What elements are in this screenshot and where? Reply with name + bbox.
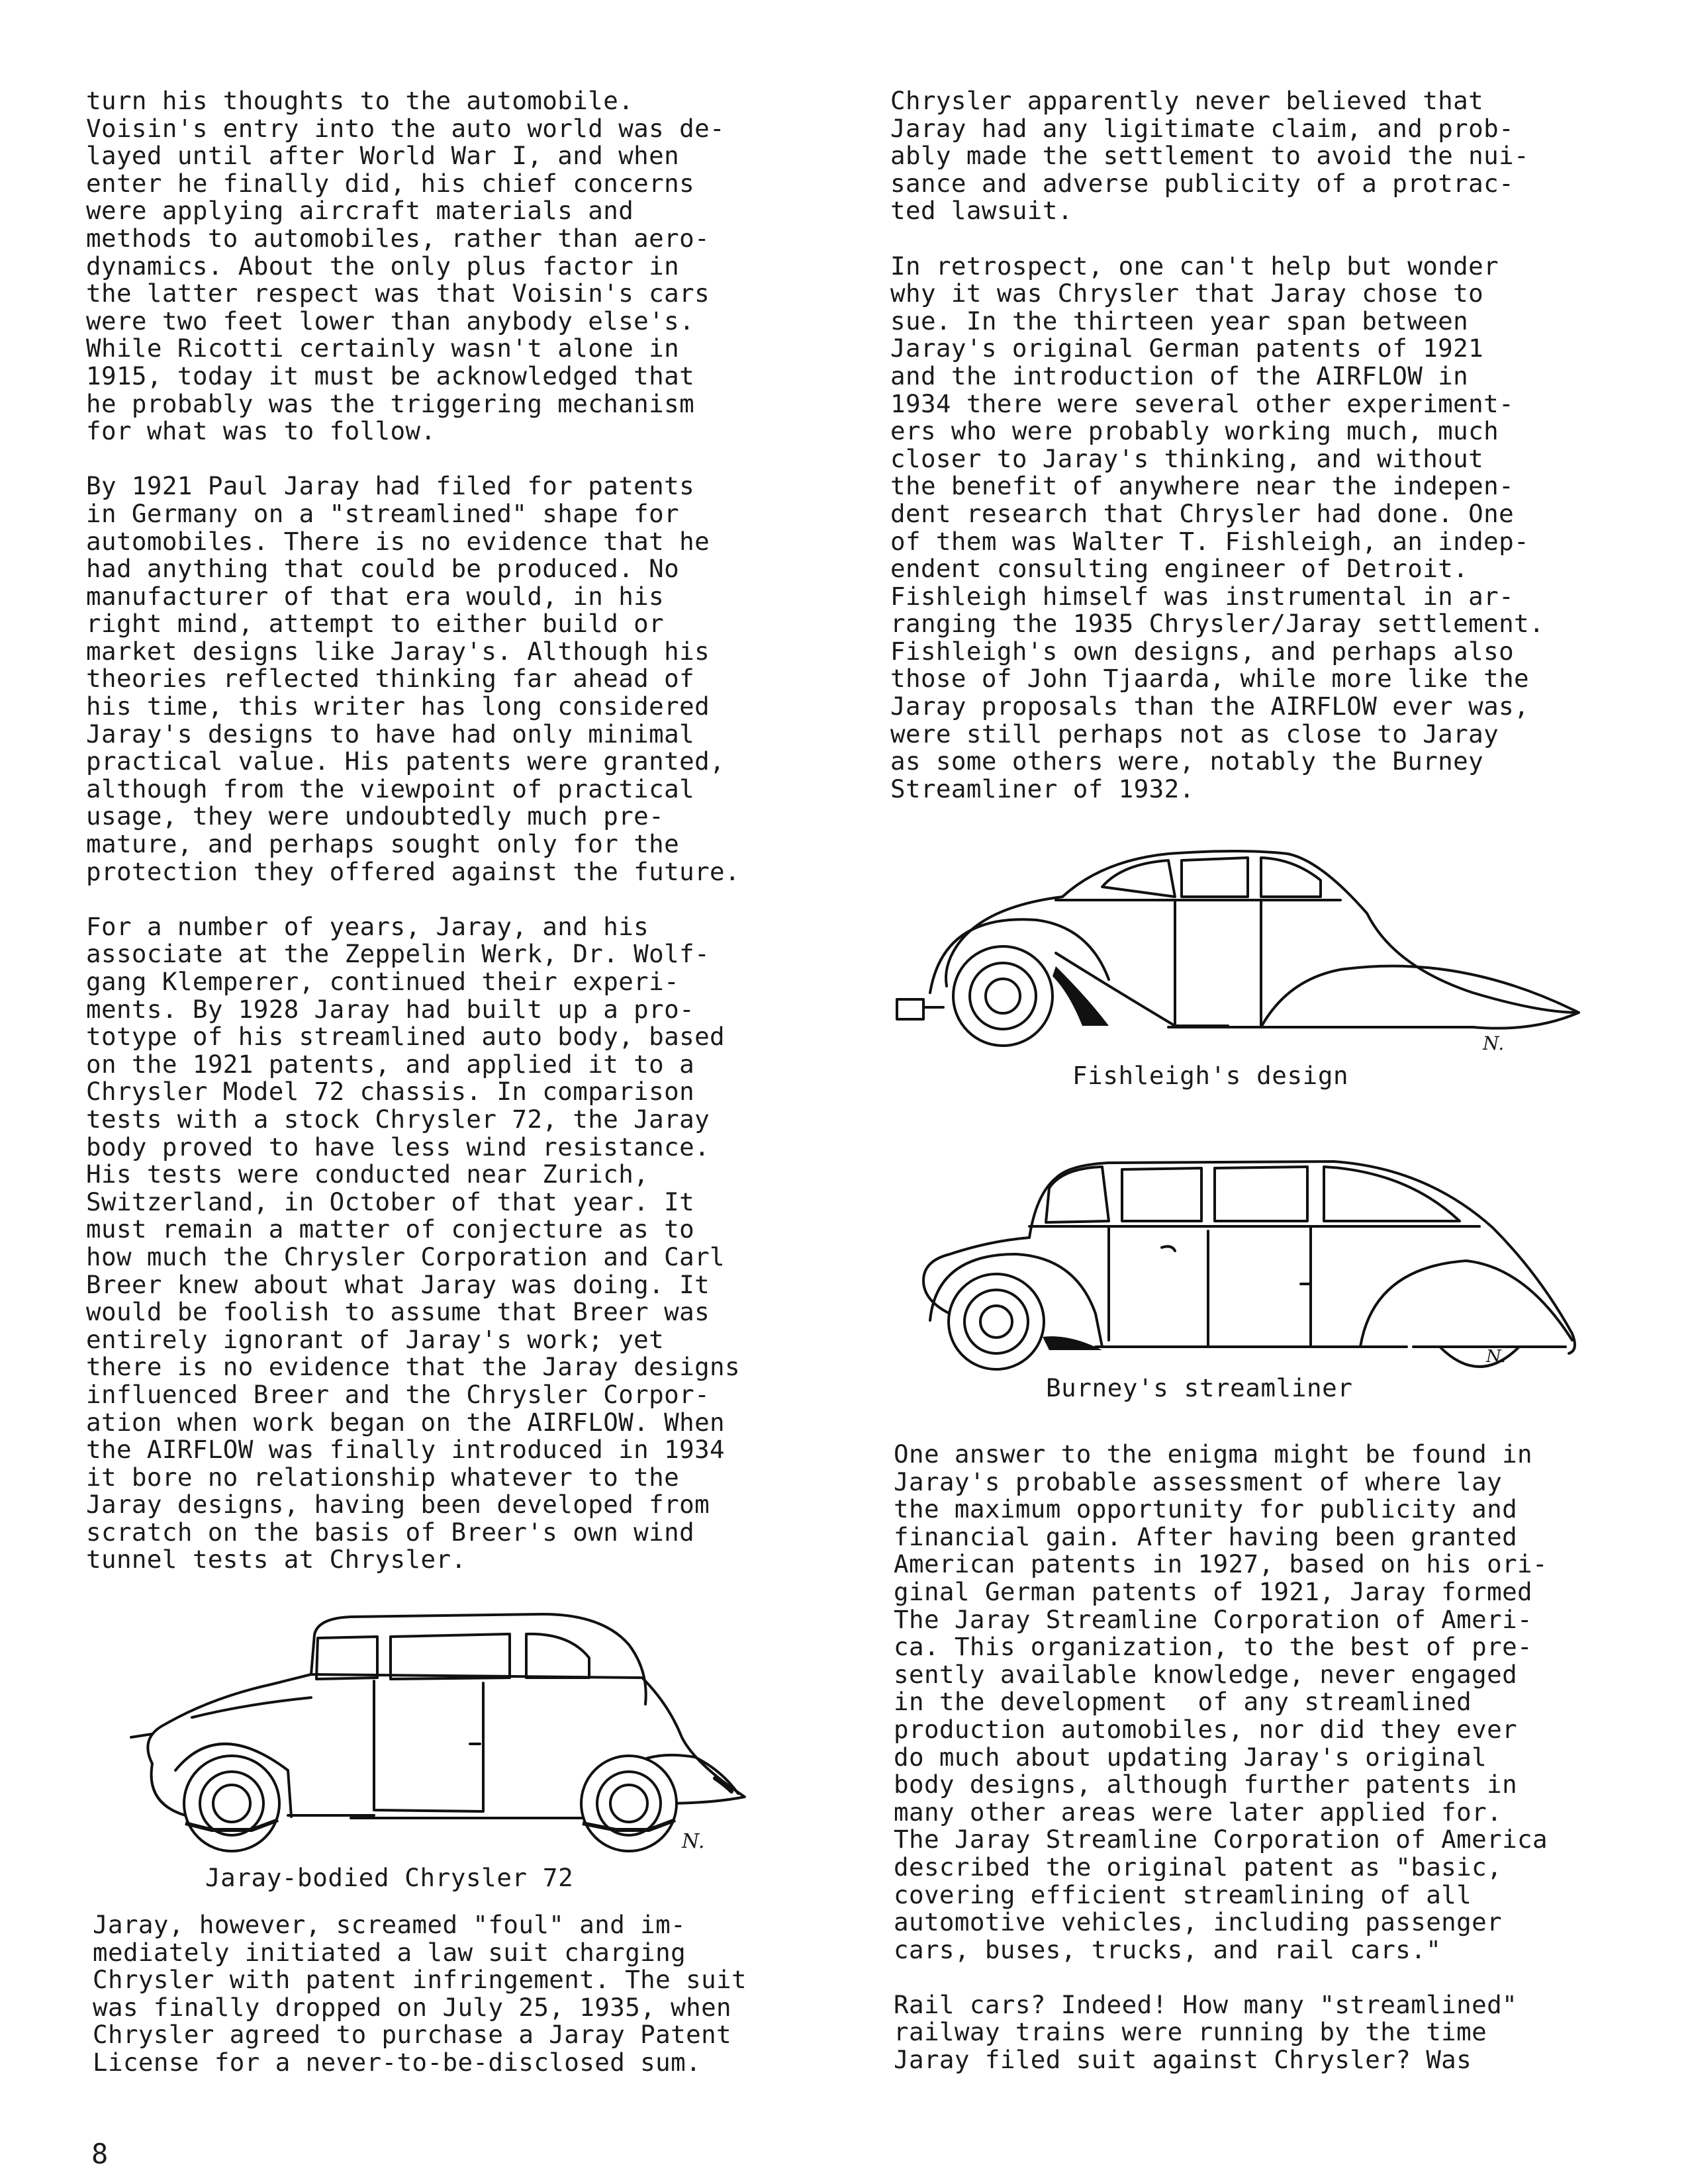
text-line: his time, this writer has long considered (86, 692, 710, 721)
text-line: Jaray proposals than the AIRFLOW ever was, (890, 692, 1530, 721)
text-line: many other areas were later applied for. (894, 1797, 1503, 1827)
text-line: was finally dropped on July 25, 1935, when (93, 1992, 732, 2022)
text-line: turn his thoughts to the automobile. (86, 86, 634, 115)
paragraph-gap (894, 1964, 1635, 1991)
text-line: License for a never-to-be-disclosed sum. (93, 2047, 702, 2077)
text-line: were applying aircraft materials and (86, 196, 634, 226)
text-line: 1934 there were several other experiment- (890, 388, 1515, 418)
text-line: endent consulting engineer of Detroit. (890, 554, 1469, 584)
text-line: why it was Chrysler that Jaray chose to (890, 279, 1484, 308)
text-line: were two feet lower than anybody else's. (86, 306, 695, 336)
text-line: entirely ignorant of Jaray's work; yet (86, 1324, 665, 1354)
text-line: he probably was the triggering mechanism (86, 388, 695, 418)
jaray-car-drawing (113, 1605, 774, 1863)
text-line: Jaray's designs to have had only minimal (86, 719, 695, 749)
text-line: closer to Jaray's thinking, and without (890, 443, 1484, 473)
fishleigh-design-illustration (890, 834, 1618, 1052)
text-line: The Jaray Streamline Corporation of America (894, 1825, 1548, 1854)
text-line: covering efficient streamlining of all (894, 1880, 1472, 1909)
text-line: layed until after World War I, and when (86, 141, 680, 171)
jaray-caption: Jaray-bodied Chrysler 72 (205, 1863, 574, 1892)
text-line: sue. In the thirteen year span between (890, 306, 1469, 336)
jaray-chrysler-illustration (113, 1605, 774, 1863)
text-line: sance and adverse publicity of a protrac- (890, 168, 1515, 198)
paragraph-gap (890, 225, 1632, 253)
text-line: would be foolish to assume that Breer was (86, 1297, 710, 1327)
text-line: Chrysler agreed to purchase a Jaray Patent (93, 2020, 732, 2050)
text-line: While Ricotti certainly wasn't alone in (86, 334, 680, 363)
text-line: methods to automobiles, rather than aero- (86, 223, 710, 253)
text-line: mature, and perhaps sought only for the (86, 829, 680, 859)
text-line: how much the Chrysler Corporation and Carl (86, 1242, 726, 1271)
fishleigh-signature: N. (1483, 1032, 1505, 1054)
text-line: Jaray's original German patents of 1921 (890, 334, 1484, 363)
text-line: practical value. His patents were granted, (86, 747, 726, 776)
text-line: financial gain. After having been granted (894, 1522, 1518, 1551)
text-line: totype of his streamlined auto body, based (86, 1022, 726, 1052)
text-line: must remain a matter of conjecture as to (86, 1214, 695, 1244)
text-line: in the development of any streamlined (894, 1687, 1472, 1717)
text-line: Switzerland, in October of that year. It (86, 1187, 695, 1216)
text-line: for what was to follow. (86, 416, 436, 446)
text-line: Jaray designs, having been developed from (86, 1490, 710, 1520)
text-line: His tests were conducted near Zurich, (86, 1160, 649, 1189)
text-line: influenced Breer and the Chrysler Corpor- (86, 1379, 710, 1409)
left-column-bottom-text (93, 1911, 834, 2077)
text-line: sently available knowledge, never engaged (894, 1659, 1518, 1689)
text-line: Breer knew about what Jaray was doing. It (86, 1269, 710, 1299)
text-line: Streamliner of 1932. (890, 774, 1195, 803)
text-line: and the introduction of the AIRFLOW in (890, 361, 1469, 390)
text-line: Fishleigh himself was instrumental in ar- (890, 581, 1515, 611)
text-line: the maximum opportunity for publicity and (894, 1494, 1518, 1524)
text-line: had anything that could be produced. No (86, 554, 680, 584)
text-line: Rail cars? Indeed! How many "streamlined" (894, 1989, 1518, 2019)
text-line: American patents in 1927, based on his ori- (894, 1549, 1548, 1579)
text-line: Chrysler Model 72 chassis. In comparison (86, 1077, 695, 1107)
text-line: tunnel tests at Chrysler. (86, 1545, 467, 1574)
right-column-bottom-text (894, 1441, 1635, 2074)
text-line: Chrysler with patent infringement. The suit (93, 1965, 747, 1995)
text-line: dent research that Chrysler had done. One (890, 498, 1515, 528)
fishleigh-caption: Fishleigh's design (1072, 1061, 1349, 1090)
text-line: usage, they were undoubtedly much pre- (86, 801, 665, 831)
text-line: railway trains were running by the time (894, 2017, 1487, 2047)
text-line: 1915, today it must be acknowledged that (86, 361, 695, 390)
text-line: associate at the Zeppelin Werk, Dr. Wolf- (86, 939, 710, 969)
text-line: mediately initiated a law suit charging (93, 1937, 686, 1967)
text-line: cars, buses, trucks, and rail cars." (894, 1934, 1442, 1964)
text-line: ranging the 1935 Chrysler/Jaray settlement. (890, 609, 1545, 639)
text-line: automotive vehicles, including passenger (894, 1907, 1503, 1937)
text-line: were still perhaps not as close to Jaray (890, 719, 1499, 749)
fishleigh-car-drawing (890, 834, 1618, 1052)
text-line: production automobiles, nor did they ever (894, 1714, 1518, 1744)
text-line: body proved to have less wind resistance. (86, 1132, 710, 1161)
text-line: gang Klemperer, continued their experi- (86, 967, 680, 996)
text-line: on the 1921 patents, and applied it to a (86, 1049, 695, 1079)
page-number: 8 (91, 2138, 109, 2170)
burney-caption: Burney's streamliner (1046, 1373, 1353, 1402)
text-line: the latter respect was that Voisin's cars (86, 279, 710, 308)
text-line: ers who were probably working much, much (890, 416, 1499, 446)
left-column-text (86, 87, 827, 1574)
text-line: theories reflected thinking far ahead of (86, 664, 695, 694)
paragraph-gap (86, 886, 827, 913)
text-line: Jaray filed suit against Chrysler? Was (894, 2045, 1472, 2075)
text-line: ably made the settlement to avoid the nui- (890, 141, 1530, 171)
text-line: right mind, attempt to either build or (86, 609, 665, 639)
text-line: Jaray's probable assessment of where lay (894, 1467, 1503, 1496)
text-line: in Germany on a "streamlined" shape for (86, 498, 680, 528)
text-line: scratch on the basis of Breer's own wind (86, 1517, 695, 1547)
text-line: manufacturer of that era would, in his (86, 581, 665, 611)
text-line: ments. By 1928 Jaray had built up a pro- (86, 994, 695, 1024)
burney-signature: N. (1486, 1347, 1507, 1367)
text-line: By 1921 Paul Jaray had filed for patents (86, 471, 695, 501)
text-line: ation when work began on the AIRFLOW. When (86, 1407, 726, 1437)
text-line: The Jaray Streamline Corporation of Ameri- (894, 1604, 1533, 1634)
text-line: there is no evidence that the Jaray designs (86, 1352, 741, 1382)
text-line: One answer to the enigma might be found in (894, 1439, 1533, 1469)
jaray-signature: N. (682, 1830, 706, 1853)
text-line: those of John Tjaarda, while more like the (890, 664, 1530, 694)
text-line: Fishleigh's own designs, and perhaps also (890, 636, 1515, 666)
text-line: Jaray had any ligitimate claim, and prob- (890, 113, 1515, 143)
text-line: For a number of years, Jaray, and his (86, 911, 649, 941)
text-line: the AIRFLOW was finally introduced in 1934 (86, 1435, 726, 1465)
text-line: enter he finally did, his chief concerns (86, 168, 695, 198)
text-line: the benefit of anywhere near the indepen- (890, 471, 1515, 501)
text-line: automobiles. There is no evidence that he (86, 526, 710, 556)
text-line: In retrospect, one can't help but wonder (890, 251, 1499, 281)
right-column-text (890, 87, 1632, 803)
text-line: as some others were, notably the Burney (890, 747, 1484, 776)
text-line: do much about updating Jaray's original (894, 1742, 1487, 1772)
text-line: it bore no relationship whatever to the (86, 1462, 680, 1492)
text-line: Chrysler apparently never believed that (890, 86, 1484, 115)
text-line: although from the viewpoint of practical (86, 774, 695, 803)
text-line: tests with a stock Chrysler 72, the Jaray (86, 1104, 710, 1134)
text-line: ginal German patents of 1921, Jaray formed (894, 1576, 1533, 1606)
text-line: ca. This organization, to the best of pre- (894, 1632, 1533, 1662)
text-line: ted lawsuit. (890, 196, 1073, 226)
text-line: Jaray, however, screamed "foul" and im- (93, 1910, 686, 1939)
text-line: of them was Walter T. Fishleigh, an indep- (890, 526, 1530, 556)
text-line: dynamics. About the only plus factor in (86, 251, 680, 281)
text-line: market designs like Jaray's. Although his (86, 636, 710, 666)
paragraph-gap (86, 445, 827, 473)
text-line: described the original patent as "basic, (894, 1852, 1503, 1882)
text-line: body designs, although further patents in (894, 1770, 1518, 1799)
text-line: protection they offered against the future. (86, 856, 741, 886)
text-line: Voisin's entry into the auto world was de- (86, 113, 726, 143)
